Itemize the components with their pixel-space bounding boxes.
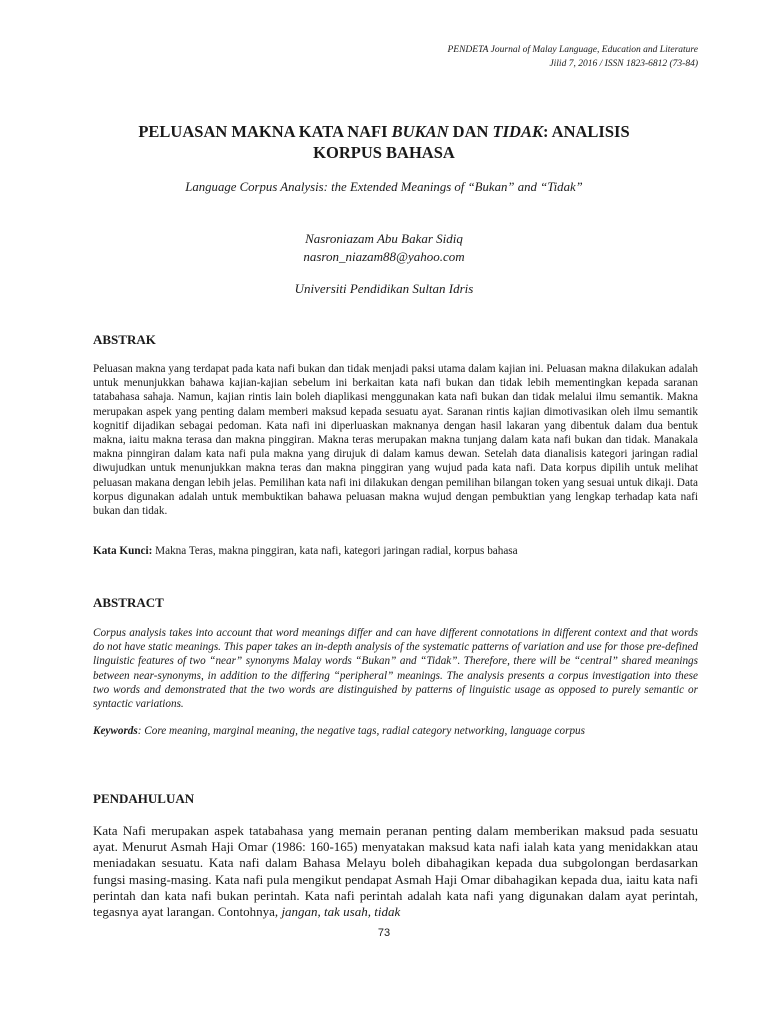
title-part3: : ANALISIS	[542, 122, 630, 141]
title-line2: KORPUS BAHASA	[313, 143, 455, 162]
paper-title	[80, 121, 688, 163]
journal-issue: Jilid 7, 2016 / ISSN 1823-6812 (73-84)	[549, 59, 698, 69]
abstrak-heading: ABSTRAK	[93, 332, 156, 347]
paper-subtitle: Language Corpus Analysis: the Extended Meanings of “Bukan” and “Tidak”	[185, 180, 583, 194]
abstrak-text: Peluasan makna yang terdapat pada kata nafi bukan dan tidak menjadi paksi utama dalam kajian ini. Peluasan makna dilakukan adalah untuk menunjukkan bahawa kajian-kajian sebelum ini berkaitan kata nafi bukan dan tidak lebih mementingkan kepada saranan tatabahasa sahaja. Namun, kajian rintis lain boleh diaplikasi menggunakan kata nafi bukan dan tidak melalui ilmu semantik. Makna merupakan aspek yang penting dalam memberi maksud kepada sesuatu ayat. Saranan rintis kajian dimotivasikan oleh ilmu semantik kognitif dijadikan sebagai pedoman. Kata nafi ini diperluaskan maknanya dengan hasil lakaran yang dibentuk dalam dua bentuk makna, iaitu makna terasa dan makna pinggiran. Makna teras merupakan makna tunjang dalam kata nafi bukan dan tidak. Manakala makna pinngiran dalam kata nafi pula makna yang dirujuk di dalam kamus dewan. Setelah data dianalisis kategori jaringan radial diwujudkan untuk menunjukkan makna teras dan makna pinggiran yang wujud pada kata nafi. Data korpus dipilih untuk melihat peluasan makana dengan lebih jelas. Pemilihan kata nafi ini dilakukan dengan pemilihan bilangan token yang sesuai untuk dikaji. Data korpus digunakan adalah untuk membuktikan bahawa peluasan makna wujud dengan pembuktian yang lengkap terhadap kata nafi bukan dan tidak.	[93, 363, 698, 518]
pendahuluan-italic: jangan, tak usah, tidak	[281, 904, 401, 920]
keywords	[93, 725, 698, 737]
pendahuluan-body: Kata Nafi merupakan aspek tatabahasa yang memain peranan penting dalam memberikan maksud pada sesuatu ayat. Menurut Asmah Haji Omar (1986: 160-165) menyatakan maksud kata nafi ialah kata yang menidakkan atau meniadakan sesuatu. Kata nafi dalam Bahasa Melayu boleh dibahagikan kepada dua subgolongan berdasarkan fungsi masing-masing. Kata nafi pula mengikut pendapat Asmah Haji Omar dibahagikan kepada dua, iaitu kata nafi perintah dan kata nafi bukan perintah. Kata nafi perintah adalah kata nafi yang digunakan dalam ayat perintah, tegasnya ayat larangan. Contohnya,	[93, 823, 698, 920]
kata-kunci-label: Kata Kunci:	[93, 545, 153, 557]
title-part2: DAN	[448, 122, 493, 141]
keywords-text: : Core meaning, marginal meaning, the negative tags, radial category networking, language corpus	[137, 725, 585, 737]
kata-kunci	[93, 545, 698, 557]
journal-name: PENDETA Journal of Malay Language, Education and Literature	[447, 45, 698, 55]
title-italic-tidak: TIDAK	[492, 122, 543, 141]
abstract-text: Corpus analysis takes into account that word meanings differ and can have different connotations in different context and that words do not have static meanings. This paper takes an in-depth analysis of the systematic patterns of variation and use for those pre-defined linguistic features of two “near” synonyms Malay words “Bukan” and “Tidak”. Therefore, there will be “central” shared meanings between near-synonyms, in addition to the differing “peripheral” meanings. The analysis presents a corpus investigation into these two words and demonstrated that the two words are distinguished by patterns of linguistic usage as opposed to purely semantic or syntactic variations.	[93, 627, 698, 711]
author-block	[80, 230, 688, 266]
pendahuluan-text	[93, 823, 698, 920]
abstract-heading: ABSTRACT	[93, 595, 164, 610]
title-italic-bukan: BUKAN	[391, 122, 449, 141]
author-name: Nasroniazam Abu Bakar Sidiq	[305, 231, 463, 246]
journal-header	[447, 43, 698, 71]
page-number: 73	[377, 927, 391, 939]
kata-kunci-text: Makna Teras, makna pinggiran, kata nafi, kategori jaringan radial, korpus bahasa	[152, 545, 518, 557]
title-part1: PELUASAN MAKNA KATA NAFI	[138, 122, 392, 141]
author-email: nasron_niazam88@yahoo.com	[303, 249, 465, 264]
author-affiliation: Universiti Pendidikan Sultan Idris	[294, 281, 474, 296]
keywords-label: Keywords	[93, 725, 138, 737]
pendahuluan-heading: PENDAHULUAN	[93, 791, 195, 806]
